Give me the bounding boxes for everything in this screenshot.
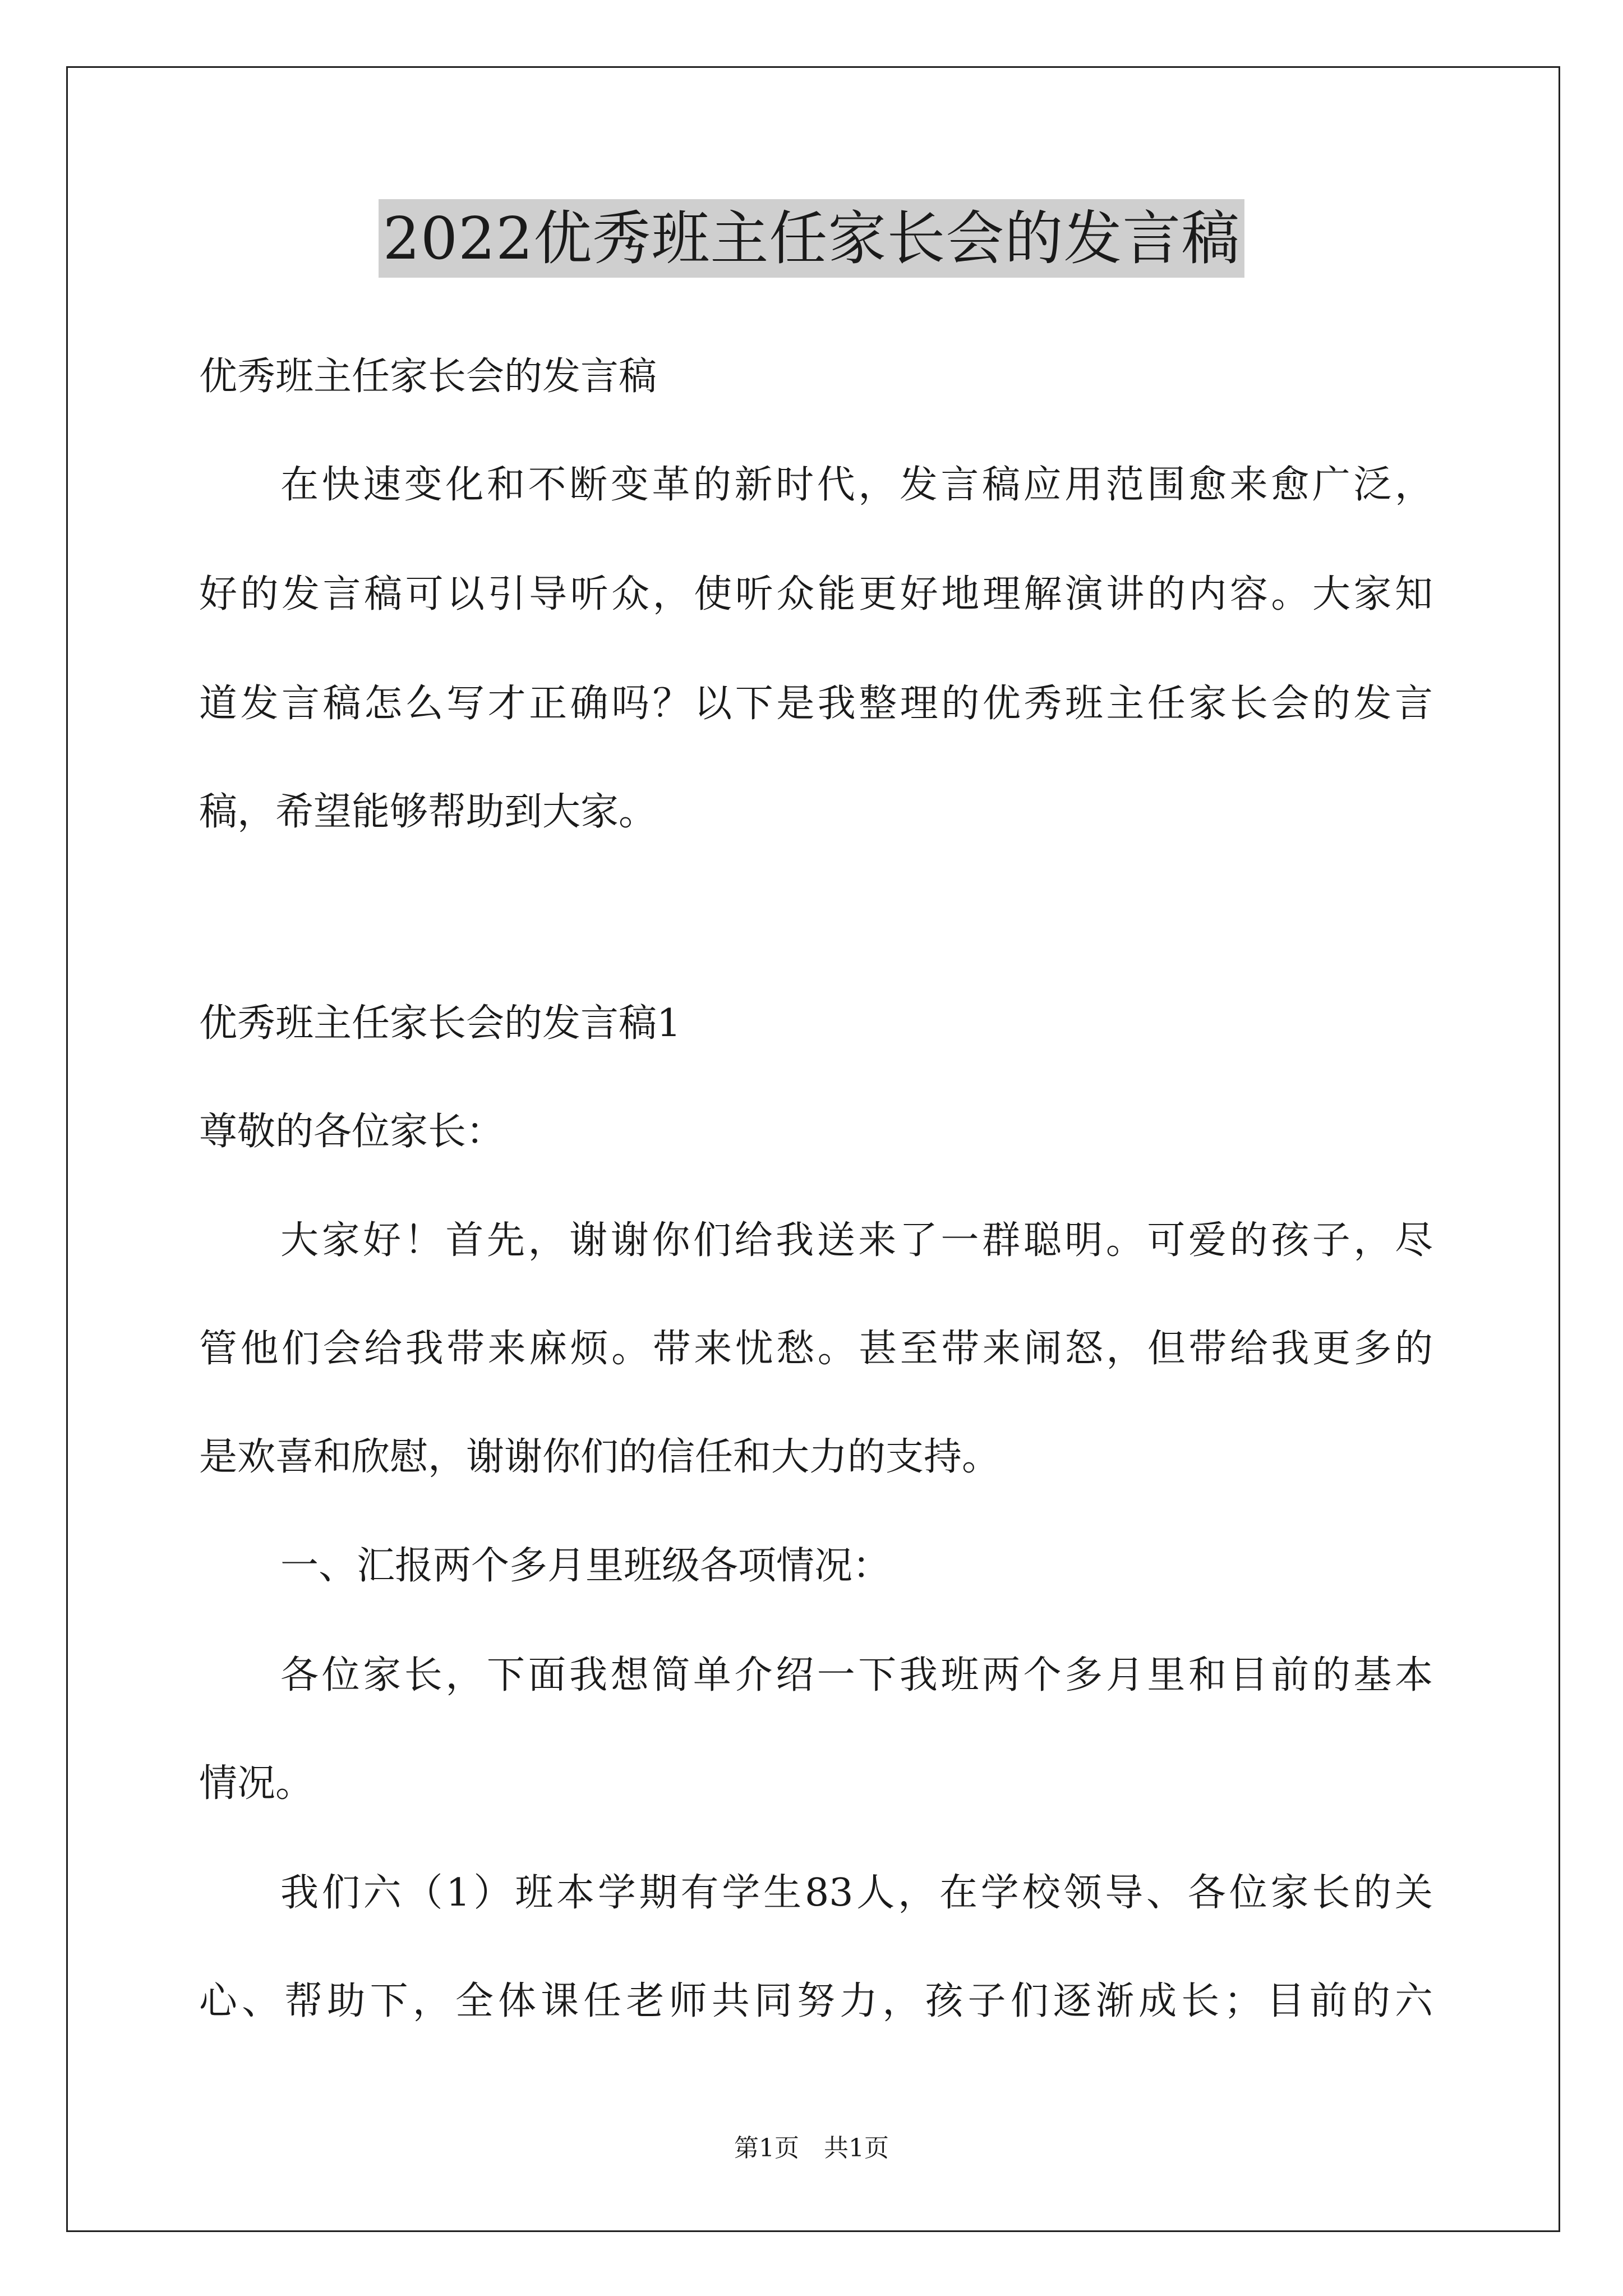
para1-line-2: 管他们会给我带来麻烦。带来忧愁。甚至带来闹怒，但带给我更多的: [199, 1327, 1433, 1371]
para3-line-1: 我们六（1）班本学期有学生83人，在学校领导、各位家长的关: [280, 1871, 1433, 1915]
intro-line-3: 道发言稿怎么写才正确吗？以下是我整理的优秀班主任家长会的发言: [199, 682, 1433, 726]
document-subtitle: 优秀班主任家长会的发言稿: [199, 355, 657, 399]
para1-line-3: 是欢喜和欣慰，谢谢你们的信任和大力的支持。: [199, 1435, 1000, 1479]
intro-line-2: 好的发言稿可以引导听众，使听众能更好地理解演讲的内容。大家知: [199, 572, 1433, 616]
section-heading: 优秀班主任家长会的发言稿1: [199, 1001, 681, 1046]
title-block: [0, 199, 1623, 278]
para2-line-2: 情况。: [199, 1761, 314, 1806]
salutation: 尊敬的各位家长：: [199, 1110, 505, 1154]
para3-line-2: 心、帮助下，全体课任老师共同努力，孩子们逐渐成长；目前的六: [199, 1979, 1433, 2023]
page-footer: 第1页 共1页: [734, 2134, 889, 2162]
intro-line-4: 稿，希望能够帮助到大家。: [199, 790, 657, 834]
para1-line-1: 大家好！首先，谢谢你们给我送来了一群聪明。可爱的孩子，尽: [280, 1218, 1433, 1263]
document-title: 2022优秀班主任家长会的发言稿: [379, 199, 1245, 278]
heading-one: 一、汇报两个多月里班级各项情况：: [280, 1544, 891, 1588]
para2-line-1: 各位家长，下面我想简单介绍一下我班两个多月里和目前的基本: [280, 1653, 1433, 1697]
intro-line-1: 在快速变化和不断变革的新时代，发言稿应用范围愈来愈广泛，: [280, 463, 1433, 507]
